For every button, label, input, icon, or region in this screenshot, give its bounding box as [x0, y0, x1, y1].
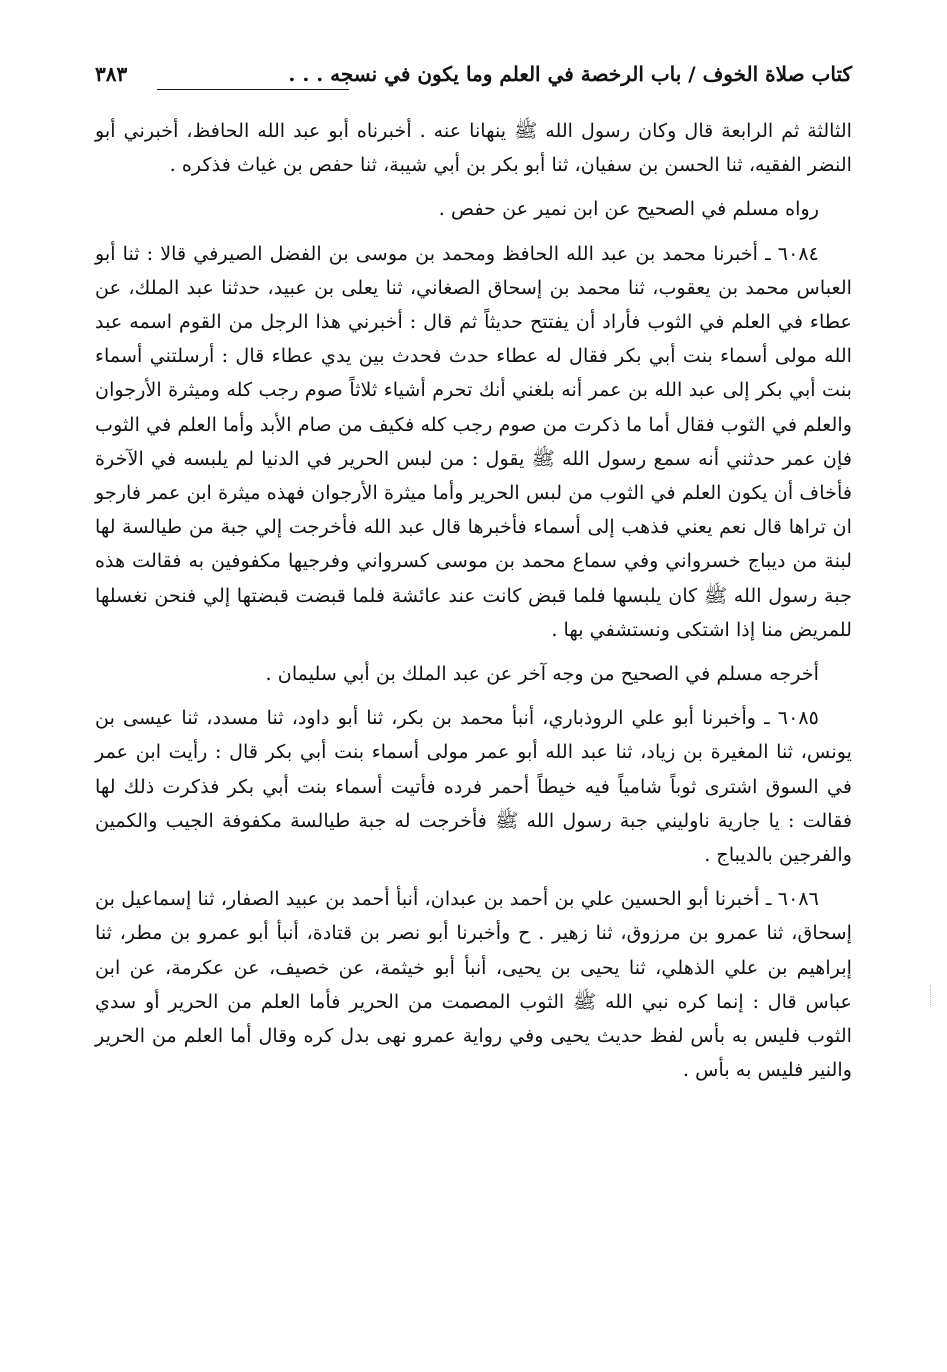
paragraph-continuation: الثالثة ثم الرابعة قال وكان رسول الله ﷺ ينهانا عنه . أخبرناه أبو عبد الله الحافظ، أخبرني أبو النضر الفقيه، ثنا الحسن بن سفيان، ثنا أبو بكر بن أبي شيبة، ثنا حفص بن غياث فذكره .	[95, 119, 852, 177]
body-text	[95, 114, 852, 1087]
page-number: ٣٨٣	[95, 62, 128, 86]
margin-mark	[930, 985, 933, 1007]
paragraph-attribution: رواه مسلم في الصحيح عن ابن نمير عن حفص .	[438, 197, 819, 221]
hadith-6086: ٦٠٨٦ ـ أخبرنا أبو الحسين علي بن أحمد بن عبدان، أنبأ أحمد بن عبيد الصفار، ثنا إسماعيل بن إسحاق، ثنا عمرو بن مرزوق، ثنا زهير . ح وأخبرنا أبو نصر بن قتادة، أنبأ أبو عمرو بن مطر، ثنا إبراهيم بن علي الذهلي، ثنا يحيى بن يحيى، أنبأ أبو خيثمة، عن خصيف، عن عكرمة، عن ابن عباس قال : إنما كره نبي الله ﷺ الثوب المصمت من الحرير فأما العلم من الحرير أو سدي الثوب فليس به بأس لفظ حديث يحيى وفي رواية عمرو نهى بدل كره وقال أما العلم من الحرير والنير فليس به بأس .	[95, 887, 852, 1082]
running-header	[95, 62, 852, 102]
header-rule	[157, 89, 349, 90]
paragraph-attribution: أخرجه مسلم في الصحيح من وجه آخر عن عبد الملك بن أبي سليمان .	[265, 662, 819, 686]
hadith-6084: ٦٠٨٤ ـ أخبرنا محمد بن عبد الله الحافظ ومحمد بن موسى بن الفضل الصيرفي قالا : ثنا أبو العباس محمد بن يعقوب، ثنا محمد بن إسحاق الصغاني، ثنا يعلى بن عبيد، حدثنا عبد الملك، عن عطاء في العلم في الثوب فأراد أن يفتتح حديثاً ثم قال : أخبرني هذا الرجل من القوم اسمه عبد الله مولى أسماء بنت أبي بكر فقال له عطاء حدث فحدث بين يدي عطاء قال : أرسلتني أسماء بنت أبي بكر إلى عبد الله بن عمر أنه بلغني أنك تحرم أشياء ثلاثاً صوم رجب كله وميثرة الأرجوان والعلم في الثوب فقال أما ما ذكرت من صوم رجب كله فكيف من صام الأبد وأما العلم في الثوب فإن عمر حدثني أنه سمع رسول الله ﷺ يقول : من لبس الحرير في الدنيا لم يلبسه في الآخرة فأخاف أن يكون العلم في الثوب من لبس الحرير وأما ميثرة الأرجوان فهذه ميثرة ابن عمر فارجو ان تراها قال نعم يعني فذهب إلى أسماء فأخبرها قال عبد الله فأخرجت إلي جبة من طيالسة لها لبنة من ديباج خسرواني وفي سماع محمد بن موسى كسرواني وفرجيها مكفوفين به فقالت هذه جبة رسول الله ﷺ كان يلبسها فلما قبض كانت عند عائشة فلما قبضت قبضتها إلي فنحن نغسلها للمريض منا إذا اشتكى ونستشفي بها .	[95, 241, 852, 641]
running-header-title: كتاب صلاة الخوف / باب الرخصة في العلم وما يكون في نسجه . . .	[288, 62, 852, 86]
hadith-6085: ٦٠٨٥ ـ وأخبرنا أبو علي الروذباري، أنبأ محمد بن بكر، ثنا أبو داود، ثنا مسدد، ثنا عيسى بن يونس، ثنا المغيرة بن زياد، ثنا عبد الله أبو عمر مولى أسماء بنت أبي بكر قال : رأيت ابن عمر في السوق اشترى ثوباً شامياً فيه خيطاً أحمر فرده فأتيت أسماء بنت أبي بكر فذكرت ذلك لها فقالت : يا جارية ناوليني جبة رسول الله ﷺ فأخرجت له جبة طيالسة مكفوفة الجيب والكمين والفرجين بالديباج .	[95, 706, 852, 867]
